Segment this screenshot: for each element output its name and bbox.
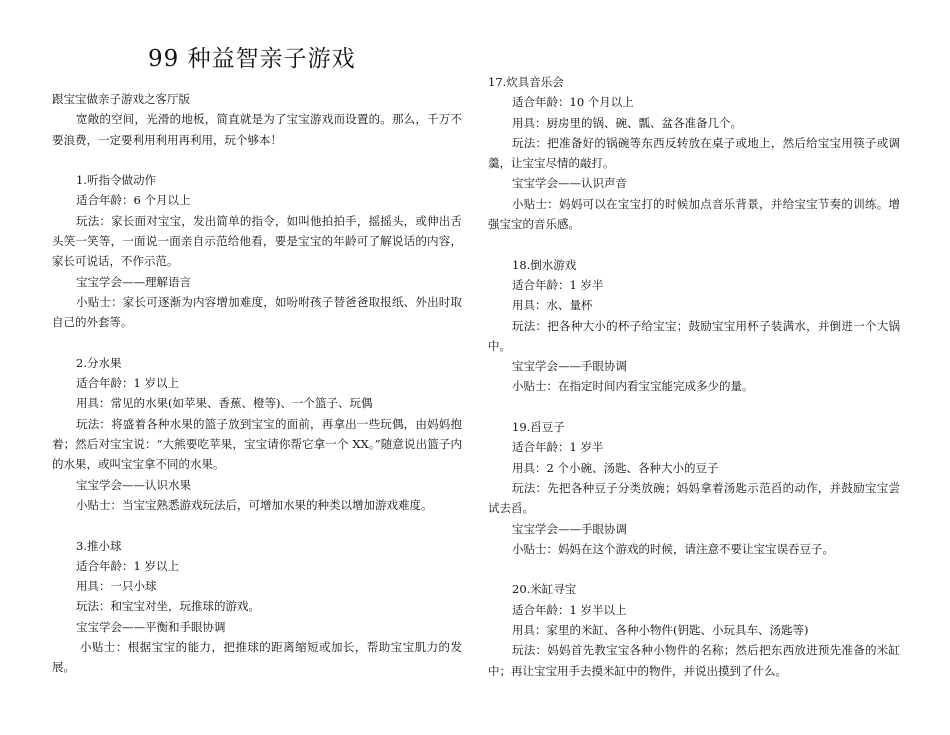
game-block [52, 170, 462, 332]
game-play: 玩法：将盛着各种水果的篮子放到宝宝的面前，再拿出一些玩偶，由妈妈抱着；然后对宝宝说：“大熊要吃苹果，宝宝请你帮它拿一个 XX。”随意说出篮子内的水果，或叫宝宝拿不同的水果。 [52, 416, 462, 472]
game-play: 玩法：妈妈首先教宝宝各种小物件的名称；然后把东西放进预先准备的米缸中；再让宝宝用手去摸米缸中的物件，并说出摸到了什么。 [488, 643, 900, 678]
game-tip: 小贴士：根据宝宝的能力，把推球的距离缩短或加长，帮助宝宝肌力的发展。 [52, 640, 462, 675]
game-learn: 宝宝学会——手眼协调 [512, 359, 627, 374]
game-tools: 用具：2 个小碗、汤匙、各种大小的豆子 [512, 460, 719, 475]
game-tip: 小贴士：在指定时间内看宝宝能完成多少的量。 [512, 379, 754, 394]
right-column [488, 0, 900, 681]
section-heading: 跟宝宝做亲子游戏之客厅版 [52, 92, 190, 106]
game-play: 玩法：把各种大小的杯子给宝宝；鼓励宝宝用杯子装满水，并倒进一个大锅中。 [488, 318, 900, 353]
game-learn: 宝宝学会——理解语言 [76, 274, 191, 289]
game-learn: 宝宝学会——手眼协调 [512, 521, 627, 536]
game-tools: 用具：家里的米缸、各种小物件(钥匙、小玩具车、汤匙等) [512, 623, 809, 638]
left-column [52, 0, 462, 678]
game-block [52, 536, 462, 678]
game-block [52, 353, 462, 515]
game-tip: 小贴士：家长可逐渐为内容增加难度，如吩咐孩子替爸爸取报纸、外出时取自己的外套等。 [52, 294, 462, 330]
game-play: 玩法：先把各种豆子分类放碗；妈妈拿着汤匙示范舀的动作，并鼓励宝宝尝试去舀。 [488, 480, 900, 516]
game-age: 适合年龄：1 岁半以上 [512, 602, 627, 617]
game-tip: 小贴士：妈妈在这个游戏的时候，请注意不要让宝宝误吞豆子。 [512, 541, 834, 556]
game-age: 适合年龄：1 岁半 [512, 440, 604, 455]
game-age: 适合年龄：1 岁以上 [76, 376, 179, 391]
game-learn: 宝宝学会——认识声音 [512, 176, 627, 191]
game-tools: 用具：常见的水果(如苹果、香蕉、橙等)、一个篮子、玩偶 [76, 396, 373, 411]
game-name: 2.分水果 [76, 355, 122, 370]
game-block [488, 255, 900, 397]
game-play: 玩法：家长面对宝宝，发出简单的指令，如叫他拍拍手，摇摇头，或伸出舌头笑一笑等，一面说一面亲自示范给他看，要是宝宝的年龄可了解说话的内容，家长可说话，不作示范。 [52, 213, 462, 269]
game-age: 适合年龄：1 岁半 [512, 277, 604, 292]
game-tools: 用具：水、量杯 [512, 298, 593, 313]
game-name: 3.推小球 [76, 538, 122, 553]
game-play: 玩法：和宝宝对坐，玩推球的游戏。 [76, 599, 260, 614]
game-tip: 小贴士：当宝宝熟悉游戏玩法后，可增加水果的种类以增加游戏难度。 [76, 497, 433, 512]
game-tools: 用具：厨房里的锅、碗、瓢、盆各准备几个。 [512, 115, 742, 130]
game-learn: 宝宝学会——认识水果 [76, 477, 191, 492]
intro-paragraph: 宽敞的空间，光滑的地板，简直就是为了宝宝游戏而设置的。那么，千万不要浪费，一定要利用利用再利用，玩个够本！ [52, 112, 462, 147]
game-learn: 宝宝学会——平衡和手眼协调 [76, 619, 226, 634]
game-age: 适合年龄：1 岁以上 [76, 558, 179, 573]
game-tip: 小贴士：妈妈可以在宝宝打的时候加点音乐背景，并给宝宝节奏的训练。增强宝宝的音乐感。 [488, 196, 900, 232]
game-block [488, 417, 900, 559]
game-name: 17.炊具音乐会 [488, 75, 564, 89]
document-title: 99 种益智亲子游戏 [148, 46, 356, 72]
game-block [488, 579, 900, 680]
game-name: 18.倒水游戏 [512, 257, 577, 272]
game-age: 适合年龄：10 个月以上 [512, 95, 634, 110]
game-name: 1.听指令做动作 [76, 173, 156, 188]
game-age: 适合年龄：6 个月以上 [76, 193, 191, 208]
game-tools: 用具：一只小球 [76, 579, 157, 594]
game-name: 20.米缸寻宝 [512, 582, 577, 597]
game-name: 19.舀豆子 [512, 420, 565, 435]
game-block [488, 72, 900, 234]
game-play: 玩法：把准备好的锅碗等东西反转放在桌子或地上，然后给宝宝用筷子或调羹，让宝宝尽情的敲打。 [488, 135, 900, 171]
